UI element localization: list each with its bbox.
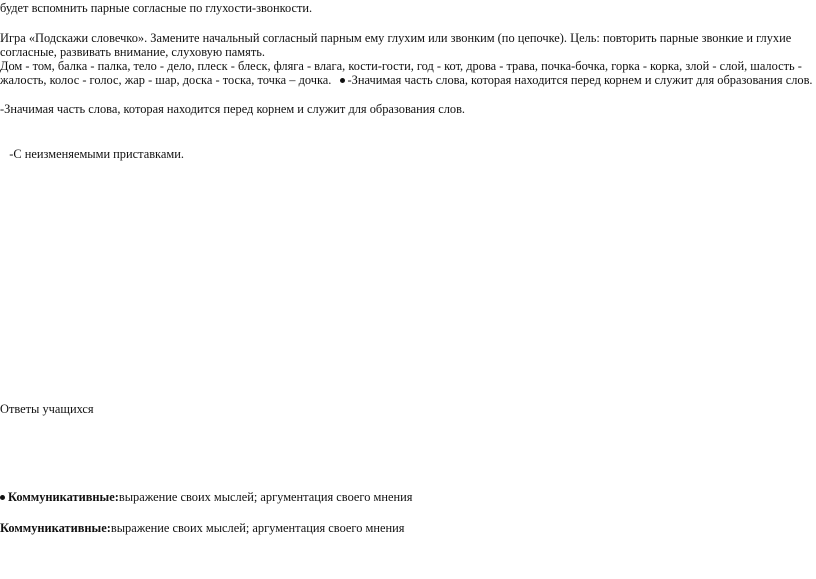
definition-text: -Значимая часть слова, которая находится перед корнем и служит для образования слов.: [347, 73, 813, 87]
text-line: [0, 521, 404, 536]
competency-label: Коммуникативные:: [0, 521, 111, 535]
bullet-icon: [0, 495, 5, 500]
paragraph-text: -С неизменяемыми приставками.: [6, 147, 184, 161]
competency-label: Коммуникативные:: [8, 490, 119, 504]
word-pairs-text: жалость, колос - голос, жар - шар, доска - тоска, точка – дочка.: [0, 73, 332, 87]
text-line: [0, 132, 184, 162]
competency-text: выражение своих мыслей; аргументация своего мнения: [118, 490, 413, 504]
text-line: [0, 45, 265, 60]
text-line: [0, 490, 412, 505]
definition-text: -Значимая часть слова, которая находится перед корнем и служит для образования слов.: [0, 102, 466, 116]
competency-text: выражение своих мыслей; аргументация своего мнения: [110, 521, 405, 535]
word-pairs-text: Дом - том, балка - палка, тело - дело, плеск - блеск, фляга - влага, кости-гости, год - кот, дрова - трава, почка-бочка, горка - корка, злой - слой, шалость -: [0, 59, 802, 73]
text-line: [0, 73, 813, 88]
bullet-icon: [340, 78, 345, 83]
paragraph-text: Замените начальный согласный парным ему глухим или звонким (по цепочке). Цель: повторить парные звонкие и глухие: [147, 31, 792, 45]
text-line: [0, 102, 465, 117]
paragraph-text: будет вспомнить парные согласные по глухости-звонкости.: [0, 1, 313, 15]
paragraph-text: согласные, развивать внимание, слуховую память.: [0, 45, 266, 59]
student-answers-label: Ответы учащихся: [0, 402, 94, 416]
text-line: [0, 1, 312, 16]
text-line: [0, 31, 791, 46]
text-line: [0, 402, 94, 417]
game-title: Игра «Подскажи словечко».: [0, 31, 148, 45]
text-line: [0, 59, 802, 74]
